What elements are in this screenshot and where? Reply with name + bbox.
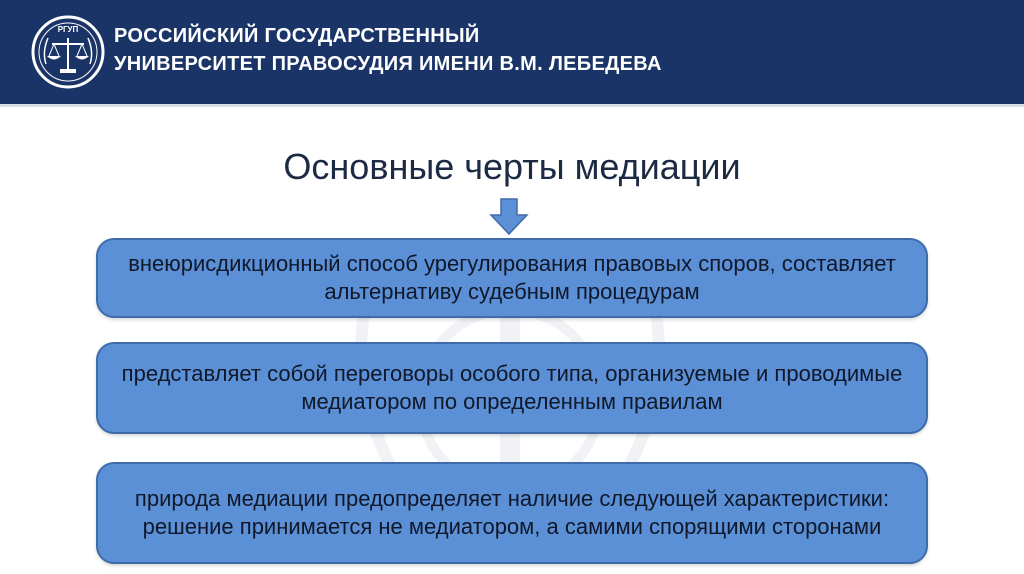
svg-text:РГУП: РГУП (57, 25, 79, 34)
feature-text-3: природа медиации предопределяет наличие следующей характеристики: решение принимается не медиатором, а самими спорящими сторонами (134, 486, 890, 539)
feature-text-2: представляет собой переговоры особого типа, организуемые и проводимые медиатором по определенным правилам (121, 361, 903, 414)
arrow-down-icon (489, 198, 529, 236)
feature-box-2 (96, 342, 928, 434)
university-name (114, 22, 662, 78)
header-bar (0, 0, 1024, 104)
university-name-line1: РОССИЙСКИЙ ГОСУДАРСТВЕННЫЙ (114, 25, 480, 47)
slide-title: Основные черты медиации (283, 146, 741, 187)
feature-text-1: внеюрисдикционный способ урегулирования правовых споров, составляет альтернативу судебным процедурам (128, 251, 896, 304)
header-divider (0, 104, 1024, 107)
university-name-line2: УНИВЕРСИТЕТ ПРАВОСУДИЯ ИМЕНИ В.М. ЛЕБЕДЕВА (114, 53, 662, 75)
feature-box-1 (96, 238, 928, 318)
university-logo (30, 14, 106, 90)
feature-box-3 (96, 462, 928, 564)
